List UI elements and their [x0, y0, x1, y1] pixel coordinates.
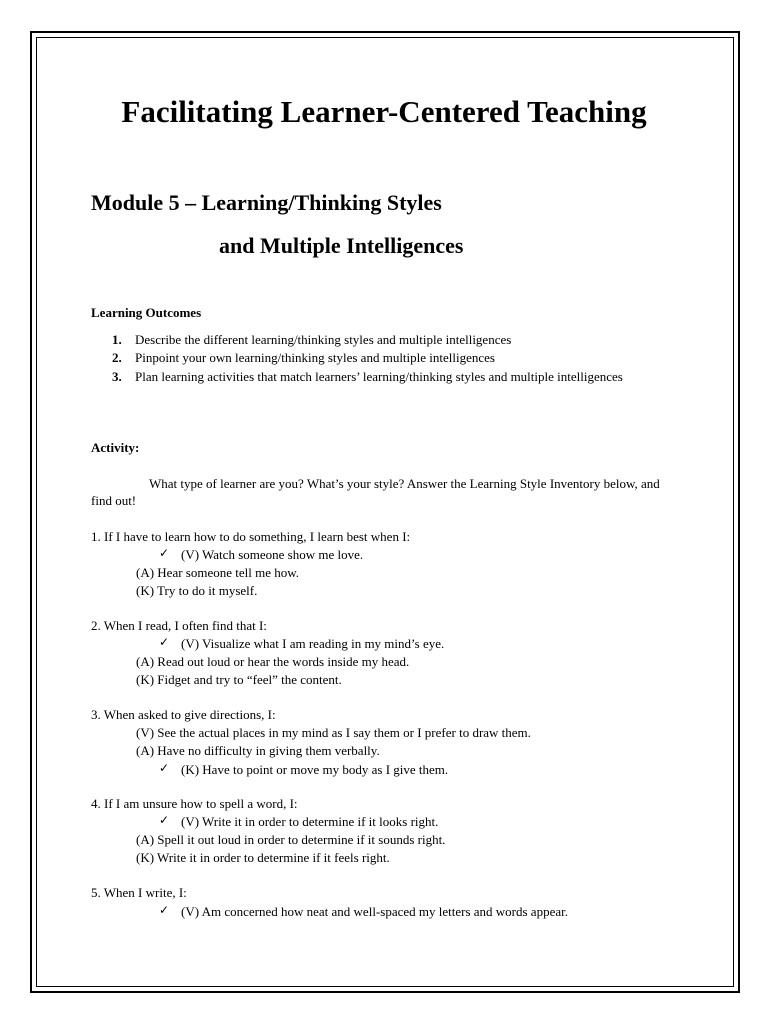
- question-1-option-a: (A) Hear someone tell me how.: [136, 565, 300, 580]
- question-4-option-a: (A) Spell it out loud in order to determine if it sounds right.: [136, 832, 446, 847]
- checkmark-icon: ✓: [159, 635, 170, 649]
- question-4-prompt: 4. If I am unsure how to spell a word, I:: [91, 796, 298, 811]
- question-2-option-v: (V) Visualize what I am reading in my mind’s eye.: [181, 636, 445, 651]
- question-4-option-v: (V) Write it in order to determine if it looks right.: [181, 814, 439, 829]
- checkmark-icon: ✓: [159, 761, 170, 775]
- checkmark-icon: ✓: [159, 903, 170, 917]
- question-1-option-k: (K) Try to do it myself.: [136, 583, 258, 598]
- outcome-text: Plan learning activities that match learners’ learning/thinking styles and multiple intelligences: [135, 369, 623, 384]
- outcome-number: 1.: [112, 332, 122, 347]
- question-3-option-k: (K) Have to point or move my body as I give them.: [181, 762, 449, 777]
- question-1-prompt: 1. If I have to learn how to do something, I learn best when I:: [91, 529, 411, 544]
- outcome-text: Pinpoint your own learning/thinking styles and multiple intelligences: [135, 350, 495, 365]
- question-3-option-v: (V) See the actual places in my mind as I say them or I prefer to draw them.: [136, 725, 531, 740]
- checkmark-icon: ✓: [159, 546, 170, 560]
- question-3-prompt: 3. When asked to give directions, I:: [91, 707, 276, 722]
- question-5-prompt: 5. When I write, I:: [91, 885, 187, 900]
- document-title: Facilitating Learner-Centered Teaching: [121, 94, 647, 129]
- checkmark-icon: ✓: [159, 813, 170, 827]
- outcome-text: Describe the different learning/thinking styles and multiple intelligences: [135, 332, 512, 347]
- question-4-option-k: (K) Write it in order to determine if it feels right.: [136, 850, 390, 865]
- question-2-prompt: 2. When I read, I often find that I:: [91, 618, 267, 633]
- question-2-option-k: (K) Fidget and try to “feel” the content.: [136, 672, 342, 687]
- learning-outcomes-heading: Learning Outcomes: [91, 305, 202, 320]
- module-title-line-2: and Multiple Intelligences: [219, 233, 464, 258]
- module-title-line-1: Module 5 – Learning/Thinking Styles: [91, 190, 442, 215]
- activity-heading: Activity:: [91, 440, 140, 455]
- question-3-option-a: (A) Have no difficulty in giving them verbally.: [136, 743, 380, 758]
- question-2-option-a: (A) Read out loud or hear the words inside my head.: [136, 654, 410, 669]
- question-1-option-v: (V) Watch someone show me love.: [181, 547, 364, 562]
- question-5-option-v: (V) Am concerned how neat and well-spaced my letters and words appear.: [181, 904, 568, 919]
- outcome-number: 3.: [112, 369, 122, 384]
- outcome-number: 2.: [112, 350, 122, 365]
- activity-intro: What type of learner are you? What’s your style? Answer the Learning Style Inventory below, and find out!: [91, 476, 660, 508]
